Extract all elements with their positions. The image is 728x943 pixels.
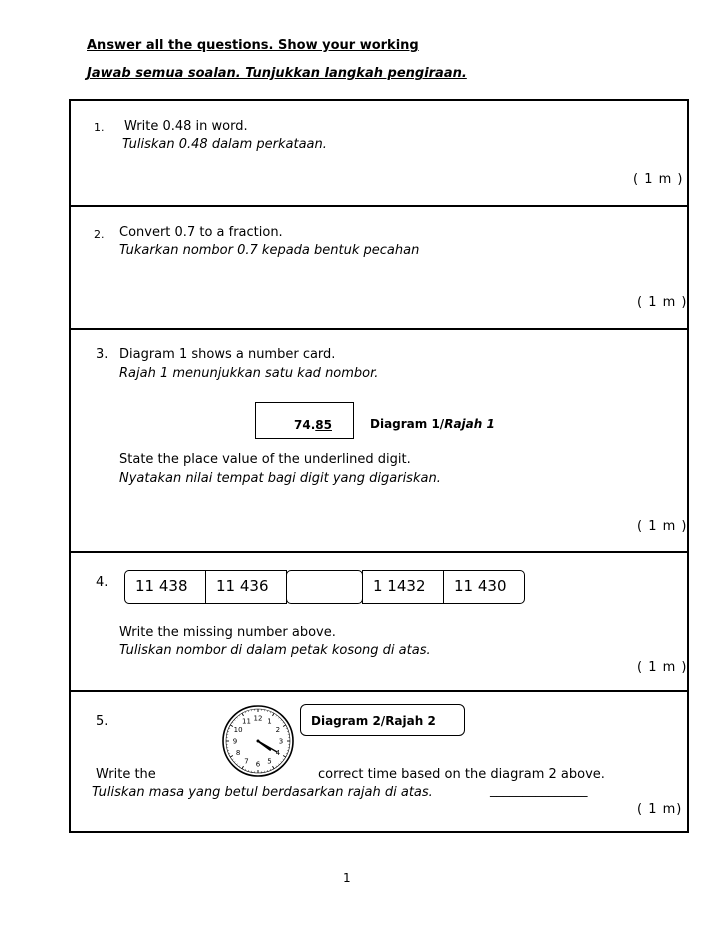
clock-numeral: 1 <box>267 717 272 726</box>
sequence-box <box>205 570 287 604</box>
divider <box>69 328 689 330</box>
clock-tick <box>273 713 275 716</box>
clock-numeral: 11 <box>242 717 251 726</box>
question-number: 4. <box>96 575 109 590</box>
sequence-box-empty <box>286 570 363 604</box>
clock-tick <box>283 759 284 760</box>
question-number: 2. <box>94 228 105 241</box>
clock-numeral: 8 <box>235 749 241 757</box>
clock-tick <box>245 712 246 713</box>
diagram-1-label-en: Diagram 1/ <box>370 417 445 431</box>
clock-tick <box>242 766 244 769</box>
clock-tick <box>281 720 282 721</box>
sequence-box <box>443 570 525 604</box>
question-text-english: Write 0.48 in word. <box>124 119 248 134</box>
clock-numeral: 12 <box>253 714 263 723</box>
clock-tick <box>286 753 287 754</box>
divider <box>69 690 689 692</box>
clock-numeral: 7 <box>244 757 249 766</box>
clock-numeral: 10 <box>233 726 243 734</box>
clock-numeral: 9 <box>232 737 238 746</box>
clock-tick <box>242 713 244 716</box>
clock-tick <box>232 722 233 723</box>
sequence-value: 11 436 <box>216 577 269 595</box>
marks-label: ( 1 m ) <box>637 295 688 310</box>
diagram-2-label-text: Diagram 2/Rajah 2 <box>311 714 436 728</box>
clock-tick <box>278 717 279 718</box>
clock-tick <box>283 722 284 723</box>
divider <box>69 551 689 553</box>
clock-tick <box>234 761 235 762</box>
analog-clock <box>217 704 299 778</box>
number-card <box>255 402 354 439</box>
clock-numeral: 2 <box>275 726 281 734</box>
clock-tick <box>278 764 279 765</box>
card-digits: 74. <box>294 418 316 432</box>
clock-tick <box>270 712 271 713</box>
card-underlined-digits: 85 <box>315 418 332 432</box>
question-text-english-end: correct time based on the diagram 2 above. <box>318 767 605 782</box>
clock-tick <box>283 756 286 758</box>
clock-tick <box>229 753 230 754</box>
sequence-value: 1 1432 <box>373 577 426 595</box>
marks-label: ( 1 m ) <box>637 519 688 534</box>
sequence-box <box>362 570 444 604</box>
question-text-english: Convert 0.7 to a fraction. <box>119 225 283 240</box>
clock-numeral: 4 <box>275 749 281 757</box>
marks-label: ( 1 m ) <box>637 660 688 675</box>
answer-line[interactable]: _______________ <box>490 783 588 798</box>
clock-tick <box>230 725 233 727</box>
divider <box>69 205 689 207</box>
clock-tick <box>281 761 282 762</box>
sequence-box <box>124 570 206 604</box>
clock-tick <box>286 728 287 729</box>
clock-tick <box>237 717 238 718</box>
clock-numeral: 6 <box>255 760 261 769</box>
clock-tick <box>234 720 235 721</box>
clock-tick <box>232 759 233 760</box>
question-text-malay: Tukarkan nombor 0.7 kepada bentuk pecahan <box>119 243 420 258</box>
sequence-value: 11 438 <box>135 577 188 595</box>
instruction-english: Answer all the questions. Show your working <box>87 38 419 53</box>
question-text-english: Write the missing number above. <box>119 625 336 640</box>
clock-tick <box>239 766 240 767</box>
minute-hand <box>258 741 277 752</box>
marks-label: ( 1 m ) <box>633 172 684 187</box>
sequence-value: 11 430 <box>454 577 507 595</box>
clock-tick <box>276 715 277 716</box>
question-number: 3. <box>96 347 109 362</box>
question-ask-malay: Nyatakan nilai tempat bagi digit yang digariskan. <box>119 471 441 486</box>
clock-tick <box>239 715 240 716</box>
diagram-1-label <box>370 417 495 431</box>
clock-icon <box>217 704 299 778</box>
marks-label: ( 1 m) <box>637 802 683 817</box>
question-text-malay: Rajah 1 menunjukkan satu kad nombor. <box>119 366 379 381</box>
clock-numeral: 5 <box>267 757 272 766</box>
question-text-malay: Tuliskan masa yang betul berdasarkan rajah di atas. <box>92 785 433 800</box>
clock-tick <box>237 764 238 765</box>
page-number: 1 <box>343 871 351 885</box>
clock-numeral: 3 <box>278 737 284 746</box>
clock-tick <box>273 766 275 769</box>
question-number: 1. <box>94 121 105 134</box>
clock-tick <box>245 769 246 770</box>
question-number: 5. <box>96 714 109 729</box>
clock-tick <box>270 769 271 770</box>
clock-tick <box>229 728 230 729</box>
diagram-2-label <box>300 704 465 736</box>
question-text-english: Diagram 1 shows a number card. <box>119 347 336 362</box>
diagram-1-label-ms: Rajah 1 <box>444 417 495 431</box>
question-text-english-start: Write the <box>96 767 156 782</box>
clock-tick <box>276 766 277 767</box>
clock-tick <box>283 725 286 727</box>
question-text-malay: Tuliskan nombor di dalam petak kosong di atas. <box>119 643 431 658</box>
clock-tick <box>230 756 233 758</box>
instruction-malay: Jawab semua soalan. Tunjukkan langkah pengiraan. <box>87 66 467 81</box>
question-text-malay: Tuliskan 0.48 dalam perkataan. <box>122 137 327 152</box>
question-ask-english: State the place value of the underlined digit. <box>119 452 411 467</box>
